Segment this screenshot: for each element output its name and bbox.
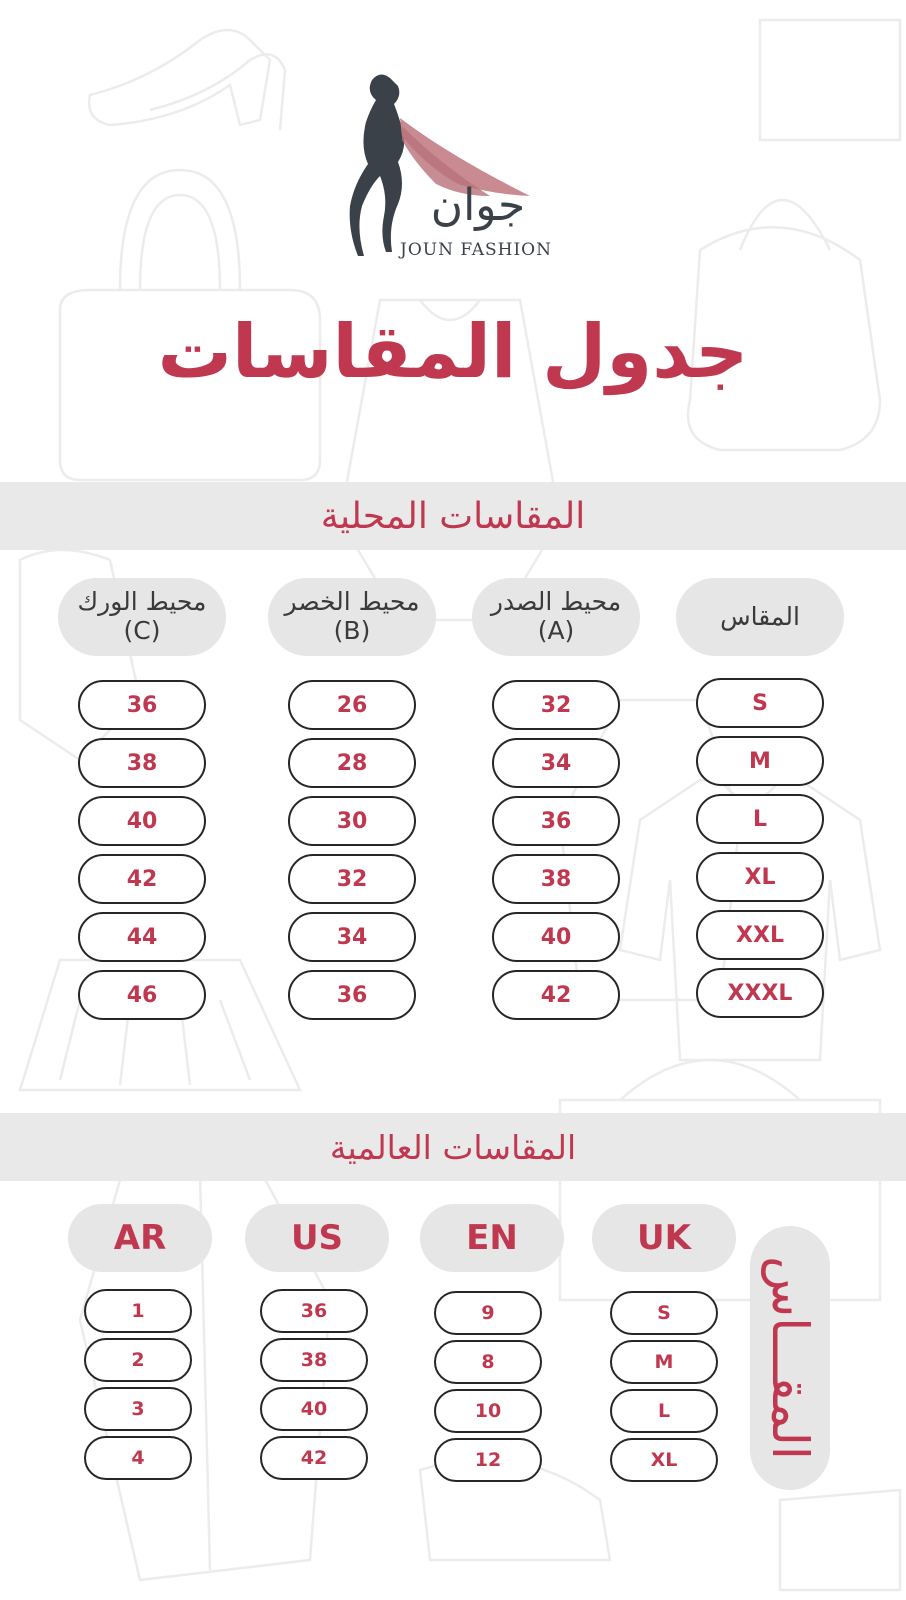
local-hip-cell: 36 xyxy=(78,680,206,730)
global-en-cell: 12 xyxy=(434,1438,542,1482)
global-ar-cell: 4 xyxy=(84,1436,192,1480)
global-uk-cell: S xyxy=(610,1291,718,1335)
local-waist-cell: 30 xyxy=(288,796,416,846)
col-head-hip-label: محيط الورك xyxy=(77,587,207,617)
local-chest-cell: 34 xyxy=(492,738,620,788)
local-sizes-heading: المقاسات المحلية xyxy=(320,495,586,537)
col-head-size-label: المقاس xyxy=(720,601,800,631)
local-hip-cell: 38 xyxy=(78,738,206,788)
global-ar-cell: 3 xyxy=(84,1387,192,1431)
col-head-hip-sub: (C) xyxy=(123,616,161,645)
global-ar-cell: 2 xyxy=(84,1338,192,1382)
global-en-cell: 9 xyxy=(434,1291,542,1335)
global-uk-cell: L xyxy=(610,1389,718,1433)
woman-silhouette-logo xyxy=(340,66,570,266)
local-waist-cell: 26 xyxy=(288,680,416,730)
global-sizes-band xyxy=(0,1113,906,1181)
col-head-chest-label: محيط الصدر xyxy=(490,587,622,617)
local-hip-cell: 40 xyxy=(78,796,206,846)
local-chest-cell: 40 xyxy=(492,912,620,962)
local-size-cell: M xyxy=(696,736,824,786)
local-hip-cell: 46 xyxy=(78,970,206,1020)
local-size-cell: XL xyxy=(696,852,824,902)
local-waist-cell: 34 xyxy=(288,912,416,962)
local-waist-cell: 36 xyxy=(288,970,416,1020)
global-uk-cell: M xyxy=(610,1340,718,1384)
local-size-cell: XXL xyxy=(696,910,824,960)
global-us-cell: 38 xyxy=(260,1338,368,1382)
col-head-hip xyxy=(58,578,226,656)
global-en-cell: 8 xyxy=(434,1340,542,1384)
local-hip-cell: 44 xyxy=(78,912,206,962)
page-title: جدول المقاسات xyxy=(157,309,749,395)
local-waist-cell: 28 xyxy=(288,738,416,788)
global-head-us: US xyxy=(245,1204,389,1272)
global-ar-cell: 1 xyxy=(84,1289,192,1333)
local-size-cell: XXXL xyxy=(696,968,824,1018)
local-hip-cell: 42 xyxy=(78,854,206,904)
local-chest-cell: 36 xyxy=(492,796,620,846)
col-head-waist-sub: (B) xyxy=(333,616,371,645)
local-chest-cell: 32 xyxy=(492,680,620,730)
global-sizes-heading: المقاسات العالمية xyxy=(329,1127,577,1167)
global-us-cell: 40 xyxy=(260,1387,368,1431)
local-size-cell: S xyxy=(696,678,824,728)
col-head-waist-label: محيط الخصر xyxy=(284,587,420,617)
global-head-en: EN xyxy=(420,1204,564,1272)
brand-name-arabic: جوان xyxy=(430,180,526,231)
col-head-size xyxy=(676,578,844,656)
brand-name-english: JOUN FASHION xyxy=(400,240,552,260)
col-head-chest xyxy=(472,578,640,656)
global-uk-cell: XL xyxy=(610,1438,718,1482)
local-chest-cell: 42 xyxy=(492,970,620,1020)
global-us-cell: 42 xyxy=(260,1436,368,1480)
local-size-cell: L xyxy=(696,794,824,844)
local-waist-cell: 32 xyxy=(288,854,416,904)
local-sizes-band xyxy=(0,482,906,550)
global-head-uk: UK xyxy=(592,1204,736,1272)
col-head-waist xyxy=(268,578,436,656)
global-size-side-label-text: المقـــاس xyxy=(761,1256,820,1460)
global-size-side-label xyxy=(750,1226,830,1490)
col-head-chest-sub: (A) xyxy=(537,616,575,645)
global-en-cell: 10 xyxy=(434,1389,542,1433)
global-head-ar: AR xyxy=(68,1204,212,1272)
local-chest-cell: 38 xyxy=(492,854,620,904)
global-us-cell: 36 xyxy=(260,1289,368,1333)
